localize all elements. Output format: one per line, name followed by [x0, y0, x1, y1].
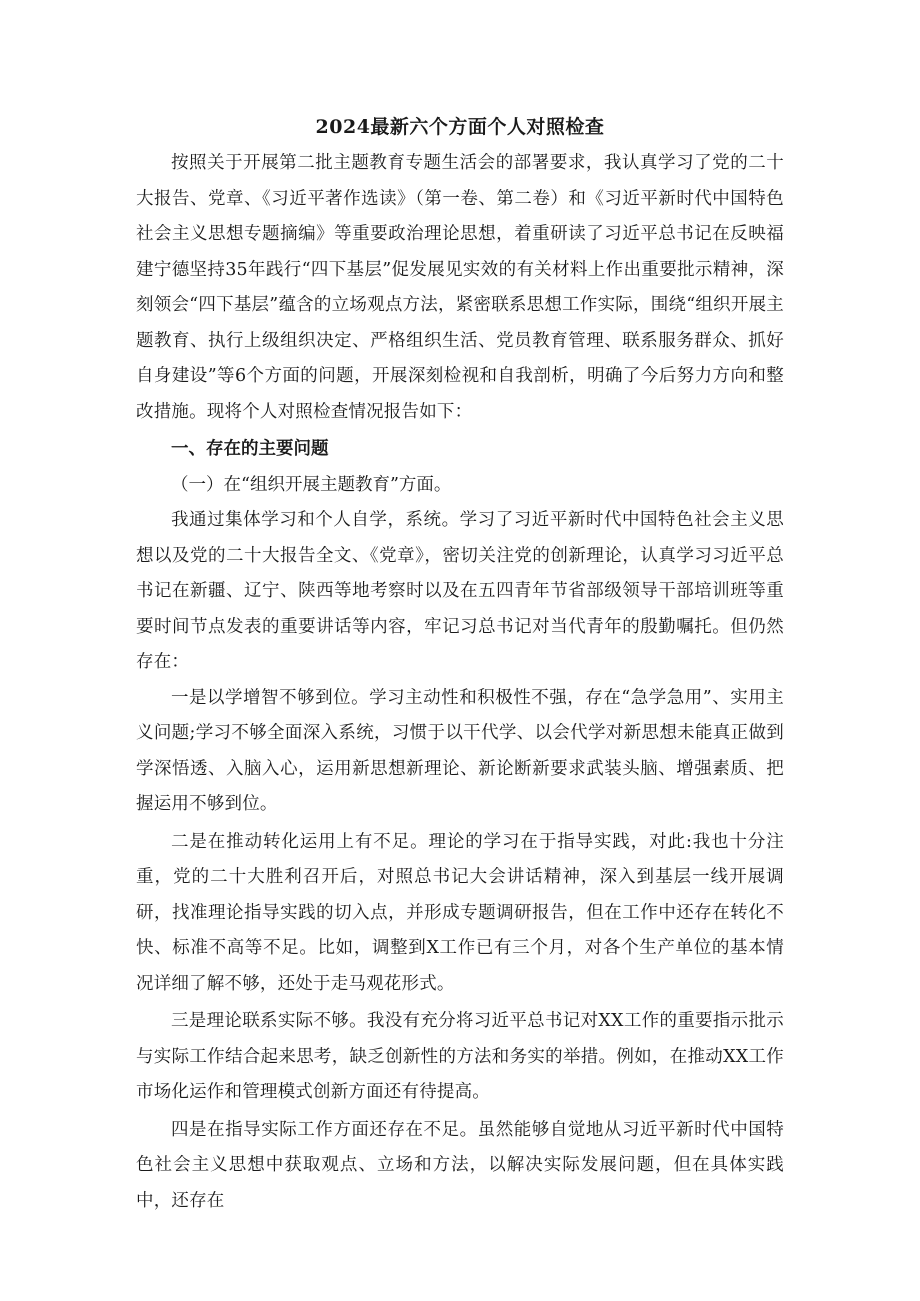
body-paragraph-2: 一是以学增智不够到位。学习主动性和积极性不强，存在“急学急用”、实用主义问题;学习不够全面深入系统，习惯于以干代学、以会代学对新思想未能真正做到学深悟透、入脑入心，运用新思想新理论、新论断新要求武装头脑、增强素质、把握运用不够到位。 — [136, 687, 784, 814]
intro-paragraph: 按照关于开展第二批主题教育专题生活会的部署要求，我认真学习了党的二十大报告、党章、《习近平著作选读》（第一卷、第二卷）和《习近平新时代中国特色社会主义思想专题摘编》等重要政治理论思想，着重研读了习近平总书记在反映福建宁德坚持35年践行“四下基层”促发展见实效的有关材料上作出重要批示精神，深刻领会“四下基层”蕴含的立场观点方法，紧密联系思想工作实际，围绕“组织开展主题教育、执行上级组织决定、严格组织生活、党员教育管理、联系服务群众、抓好自身建设”等6个方面的问题，开展深刻检视和自我剖析，明确了今后努力方向和整改措施。现将个人对照检查情况报告如下： — [136, 153, 784, 422]
body-paragraph-3: 二是在推动转化运用上有不足。理论的学习在于指导实践，对此:我也十分注重，党的二十大胜利召开后，对照总书记大会讲话精神，深入到基层一线开展调研，找准理论指导实践的切入点，并形成专题调研报告，但在工作中还存在转化不快、标准不高等不足。比如，调整到X工作已有三个月，对各个生产单位的基本情况详细了解不够，还处于走马观花形式。 — [136, 831, 784, 994]
section-heading-main-problems: 一、存在的主要问题 — [171, 439, 329, 459]
document-page — [136, 112, 784, 1219]
body-paragraph-1: 我通过集体学习和个人自学，系统。学习了习近平新时代中国特色社会主义思想以及党的二十大报告全文、《党章》，密切关注党的创新理论，认真学习习近平总书记在新疆、辽宁、陕西等地考察时以及在五四青年节省部级领导干部培训班等重要时间节点发表的重要讲话等内容，牢记习总书记对当代青年的殷勤嘱托。但仍然存在： — [136, 510, 784, 672]
body-paragraph-4: 三是理论联系实际不够。我没有充分将习近平总书记对XX工作的重要指示批示与实际工作结合起来思考，缺乏创新性的方法和务实的举措。例如，在推动XX工作市场化运作和管理模式创新方面还有待提高。 — [136, 1011, 784, 1102]
body-paragraph-5: 四是在指导实际工作方面还存在不足。虽然能够自觉地从习近平新时代中国特色社会主义思想中获取观点、立场和方法，以解决实际发展问题，但在具体实践中，还存在 — [136, 1119, 784, 1211]
document-title: 2024最新六个方面个人对照检查 — [315, 116, 605, 138]
subsection-heading-theme-education: （一）在“组织开展主题教育”方面。 — [171, 474, 452, 495]
